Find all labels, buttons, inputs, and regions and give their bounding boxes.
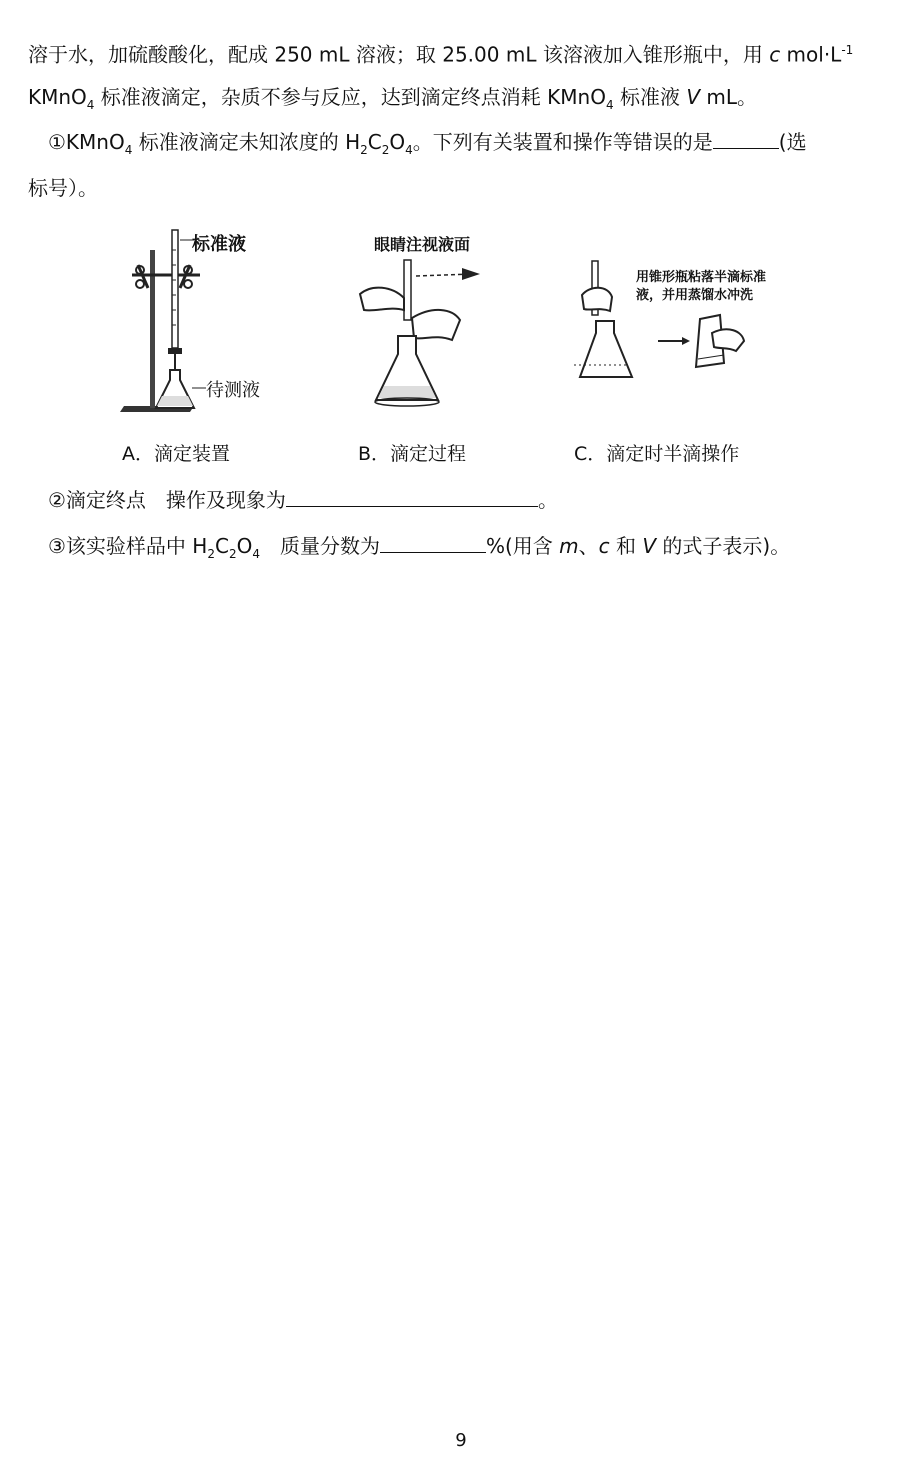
question-3: ③该实验样品中 $H_2C_2O_4$ 质量分数为 %(用含 m、c 和 V 的式子表示)。	[48, 534, 791, 561]
label-eye-watch-liquid: 眼睛注视液面	[374, 235, 471, 254]
caption-b: B．滴定过程	[358, 443, 467, 465]
answer-blank-3[interactable]	[380, 532, 486, 553]
label-standard-solution: 标准液	[192, 234, 246, 255]
text-line-1: 溶于水，加硫酸酸化，配成 250 mL 溶液；取 25.00 mL 该溶液加入锥形瓶中，用 c $mol\cdot L^{-1}$	[28, 42, 854, 67]
eye-icon	[462, 268, 480, 280]
page-number: 9	[455, 1430, 467, 1451]
label-sample-solution: 待测液	[206, 380, 260, 401]
figure-c-half-drop-operation	[572, 255, 802, 385]
answer-blank-2[interactable]	[286, 486, 538, 507]
question-2: ②滴定终点 操作及现象为 。	[48, 488, 558, 512]
answer-blank-1[interactable]	[713, 128, 779, 149]
question-1: ①KMnO$_4$ 标准液滴定未知浓度的 $H_2C_2O_4$。下列有关装置和操作等错误的是 (选	[48, 130, 807, 157]
hand-swirling-flask-drawing	[352, 228, 502, 423]
text-line-2: KMnO$_4$ 标准液滴定，杂质不参与反应，达到滴定终点消耗 KMnO$_4$ 标准液 V mL。	[28, 85, 757, 112]
question-1-continued: 标号）。	[28, 176, 98, 200]
figure-b-titration-process	[352, 228, 502, 423]
arrow-right-icon	[682, 337, 690, 345]
caption-a: A．滴定装置	[122, 443, 230, 465]
figure-a-titration-apparatus	[110, 220, 310, 425]
label-half-drop-instructions: 用锥形瓶粘落半滴标准 液，并用蒸馏水冲洗	[636, 270, 767, 303]
caption-c: C．滴定时半滴操作	[574, 443, 740, 465]
